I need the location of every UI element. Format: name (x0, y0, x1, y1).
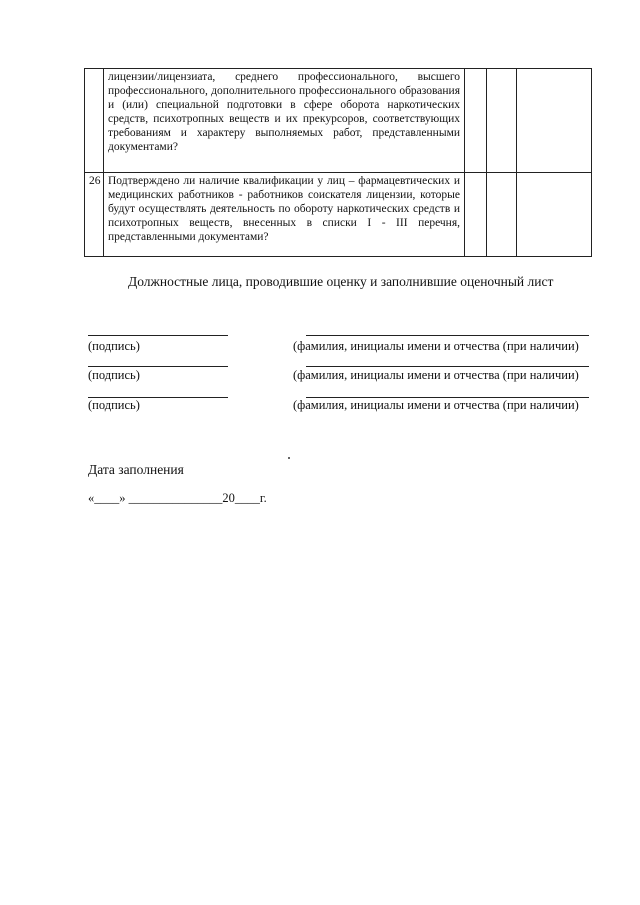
answer-cell-yes[interactable] (465, 173, 487, 257)
table-row (85, 69, 592, 173)
signature-caption: (подпись) (88, 398, 140, 412)
row-number: 26 (85, 173, 104, 257)
name-caption: (фамилия, инициалы имени и отчества (при наличии) (293, 368, 579, 382)
signature-line[interactable] (88, 366, 228, 367)
table-row (85, 173, 592, 257)
answer-cell-yes[interactable] (465, 69, 487, 173)
date-label: Дата заполнения (88, 462, 184, 477)
name-caption: (фамилия, инициалы имени и отчества (при наличии) (293, 398, 579, 412)
signature-caption: (подпись) (88, 339, 140, 353)
evaluation-table (84, 68, 592, 257)
date-field[interactable]: «____» _______________20____г. (88, 491, 267, 505)
name-caption: (фамилия, инициалы имени и отчества (при наличии) (293, 339, 579, 353)
name-line[interactable] (306, 366, 589, 367)
answer-cell-no[interactable] (487, 69, 517, 173)
signature-line[interactable] (88, 335, 228, 336)
signature-caption: (подпись) (88, 368, 140, 382)
row-number (85, 69, 104, 173)
row-question: Подтверждено ли наличие квалификации у лиц – фармацевтических и медицинских работников - работников соискателя лицензии, которые будут осуществлять деятельность по обороту наркотических средств и психотропных веществ, внесенных в списки I - III перечня, представленными документами? (104, 173, 465, 257)
answer-cell-note[interactable] (517, 173, 592, 257)
answer-cell-note[interactable] (517, 69, 592, 173)
row-question: лицензии/лицензиата, среднего профессионального, высшего профессионального, дополнительного профессионального образования и (или) специальной подготовки в сфере оборота наркотических средств, психотропных веществ и их прекурсоров, соответствующих требованиям и характеру выполняемых работ, представленными документами? (104, 69, 465, 173)
name-line[interactable] (306, 335, 589, 336)
answer-cell-no[interactable] (487, 173, 517, 257)
officials-heading: Должностные лица, проводившие оценку и заполнившие оценочный лист (128, 274, 554, 289)
stray-dot (288, 457, 290, 459)
